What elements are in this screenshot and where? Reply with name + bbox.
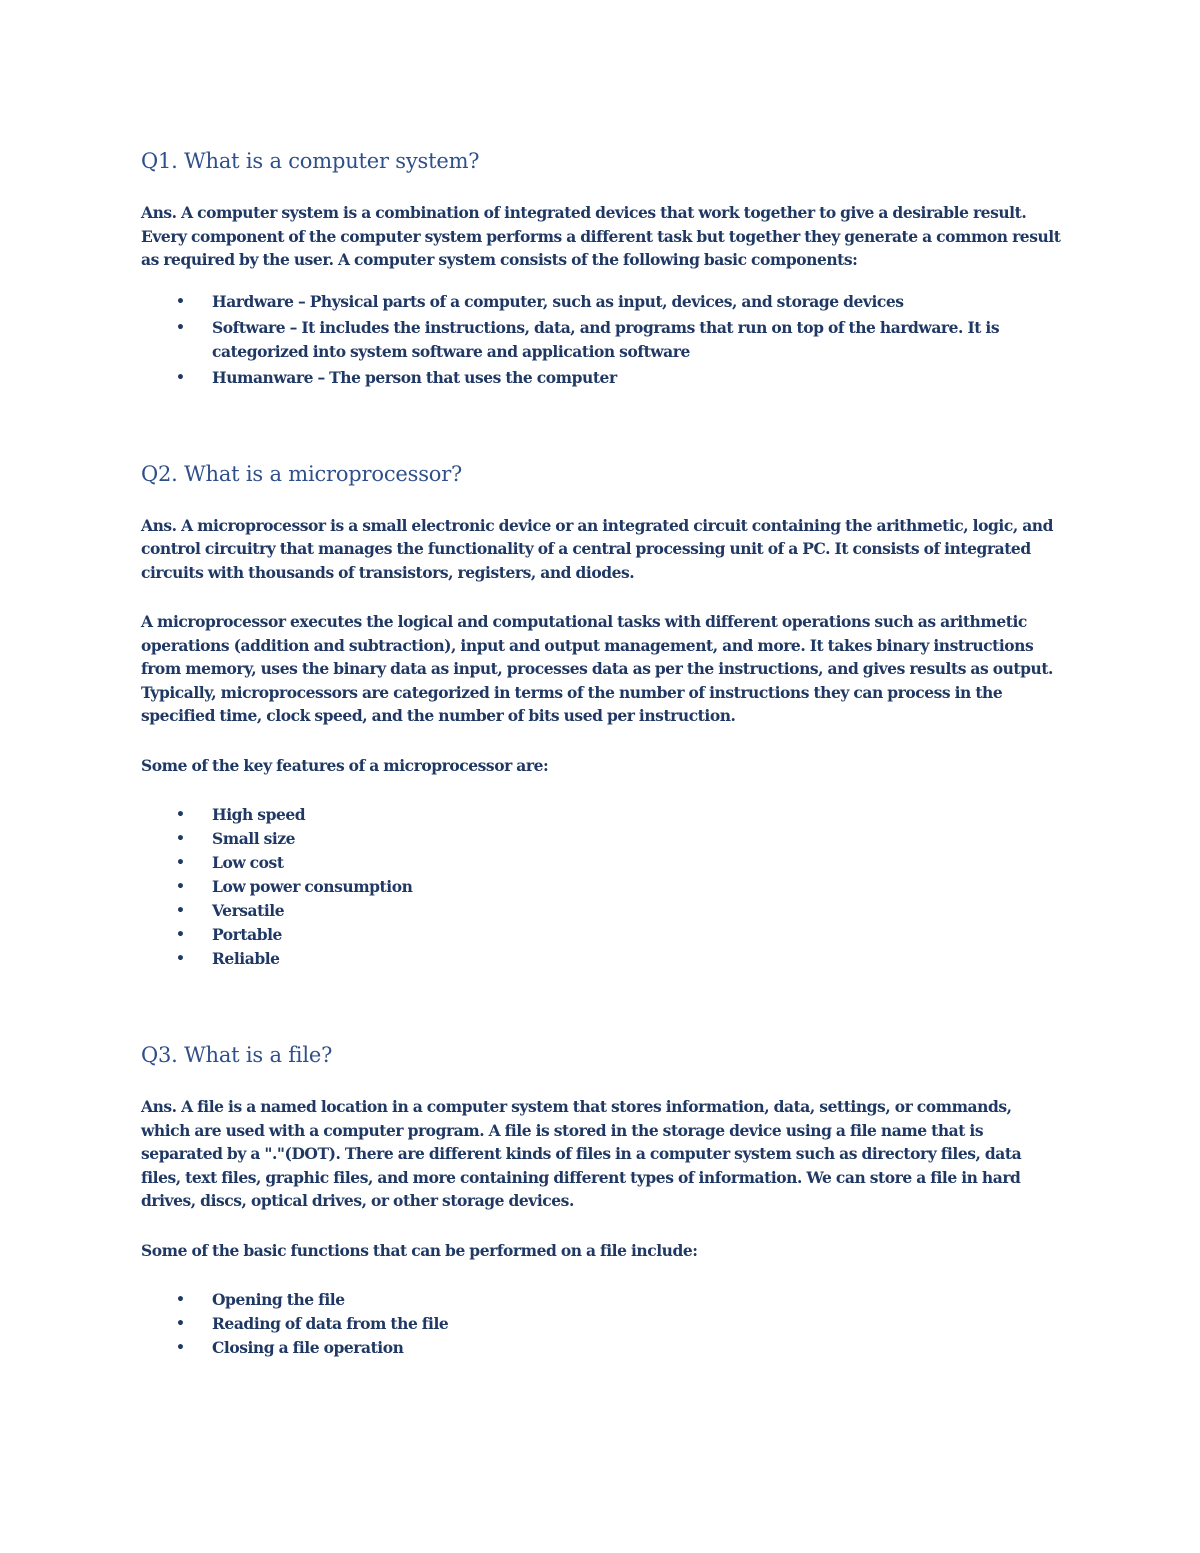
q1-heading: Q1. What is a computer system?: [141, 149, 480, 173]
q1-bullet-list: [141, 290, 1061, 390]
q3-bullet-list: [141, 1288, 1061, 1360]
list-item-text: High speed: [212, 805, 306, 824]
list-item: [141, 1312, 1061, 1336]
list-item-text: Software – It includes the instructions, data, and programs that run on top of the hardware. It is categorized into system software and application software: [212, 317, 1000, 361]
list-item: [141, 1288, 1061, 1312]
bullet-icon: •: [176, 1340, 185, 1356]
bullet-icon: •: [176, 807, 185, 823]
bullet-icon: •: [176, 879, 185, 895]
q2-heading: Q2. What is a microprocessor?: [141, 461, 463, 486]
bullet-icon: •: [176, 319, 185, 336]
bullet-icon: •: [176, 855, 185, 871]
list-item-text: Small size: [212, 829, 296, 848]
bullet-icon: •: [176, 951, 185, 967]
list-item: [141, 316, 1061, 364]
list-item: [141, 366, 1061, 390]
q3-answer: Ans. A file is a named location in a computer system that stores information, data, settings, or commands, which are used with a computer program. A file is stored in the storage device using a file name that is separated by a "."(DOT). There are different kinds of files in a computer system such as directory files, data files, text files, graphic files, and more containing different types of information. We can store a file in hard drives, discs, optical drives, or other storage devices.: [141, 1097, 1022, 1210]
list-item-text: Opening the file: [212, 1290, 345, 1309]
bullet-icon: •: [176, 369, 185, 386]
list-item-text: Humanware – The person that uses the computer: [212, 367, 617, 387]
list-item-text: Closing a file operation: [212, 1338, 404, 1357]
bullet-icon: •: [176, 1292, 185, 1308]
list-item: [141, 827, 1061, 851]
q2-paragraph: A microprocessor executes the logical and computational tasks with different operations such as arithmetic operations (addition and subtraction), input and output management, and more. It takes binary instructions from memory, uses the binary data as input, processes data as per the instructions, and gives results as output. Typically, microprocessors are categorized in terms of the number of instructions they can process in the specified time, clock speed, and the number of bits used per instruction.: [141, 612, 1054, 725]
list-item-text: Low power consumption: [212, 877, 413, 896]
list-item: [141, 1336, 1061, 1360]
list-item: [141, 947, 1061, 971]
list-item-text: Portable: [212, 925, 282, 944]
list-item: [141, 290, 1061, 314]
list-item: [141, 851, 1061, 875]
list-item-text: Reading of data from the file: [212, 1314, 449, 1333]
bullet-icon: •: [176, 927, 185, 943]
q2-answer: Ans. A microprocessor is a small electronic device or an integrated circuit containing the arithmetic, logic, and control circuitry that manages the functionality of a central processing unit of a PC. It consists of integrated circuits with thousands of transistors, registers, and diodes.: [141, 515, 1054, 582]
q3-functions-intro: Some of the basic functions that can be performed on a file include:: [141, 1240, 698, 1260]
list-item: [141, 923, 1061, 947]
q2-features-intro: Some of the key features of a microprocessor are:: [141, 755, 549, 775]
list-item: [141, 875, 1061, 899]
list-item-text: Low cost: [212, 853, 284, 872]
bullet-icon: •: [176, 903, 185, 919]
list-item-text: Hardware – Physical parts of a computer, such as input, devices, and storage devices: [212, 291, 904, 311]
list-item-text: Reliable: [212, 949, 280, 968]
bullet-icon: •: [176, 831, 185, 847]
q2-bullet-list: [141, 803, 1061, 971]
list-item: [141, 899, 1061, 923]
list-item: [141, 803, 1061, 827]
list-item-text: Versatile: [212, 901, 285, 920]
document-content: [141, 143, 1061, 1360]
bullet-icon: •: [176, 1316, 185, 1332]
q1-answer: Ans. A computer system is a combination of integrated devices that work together to give a desirable result. Every component of the computer system performs a different task but together they generate a common result as required by the user. A computer system consists of the following basic components:: [141, 203, 1061, 269]
q3-heading: Q3. What is a file?: [141, 1043, 333, 1067]
bullet-icon: •: [176, 293, 185, 310]
